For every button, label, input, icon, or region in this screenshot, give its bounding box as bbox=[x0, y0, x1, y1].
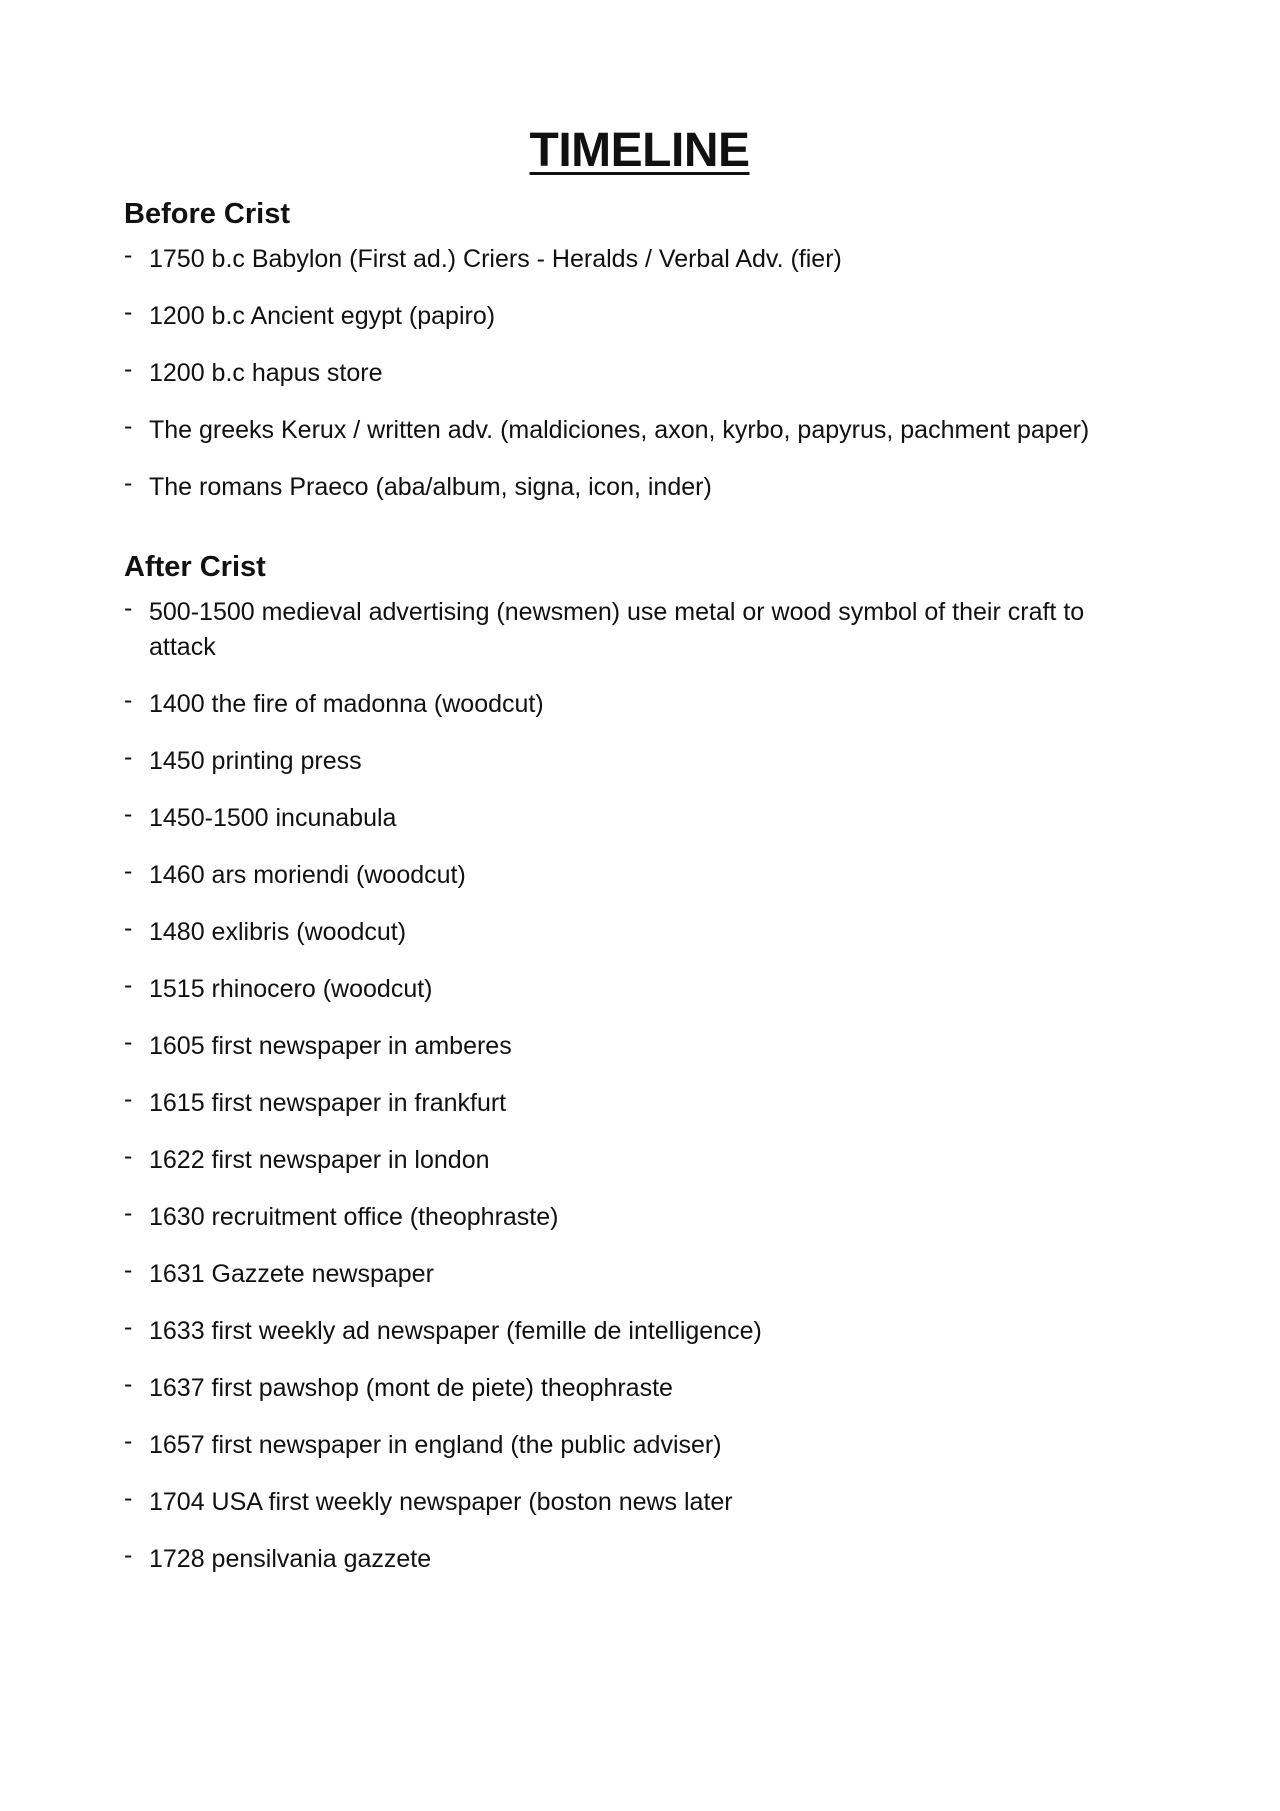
dash-bullet-icon: - bbox=[124, 1484, 133, 1512]
timeline-item bbox=[124, 972, 1155, 1007]
dash-bullet-icon: - bbox=[124, 1256, 133, 1284]
section-heading-after-crist: After Crist bbox=[124, 551, 266, 583]
dash-bullet-icon: - bbox=[124, 1427, 133, 1455]
timeline-item bbox=[124, 1029, 1155, 1064]
timeline-item bbox=[124, 1257, 1155, 1292]
dash-bullet-icon: - bbox=[124, 1313, 133, 1341]
timeline-item-text: 1750 b.c Babylon (First ad.) Criers - Heralds / Verbal Adv. (fier) bbox=[149, 245, 842, 273]
timeline-item-text: 1622 first newspaper in london bbox=[149, 1146, 490, 1174]
dash-bullet-icon: - bbox=[124, 1199, 133, 1227]
timeline-list-after-crist bbox=[124, 595, 1155, 1577]
dash-bullet-icon: - bbox=[124, 1142, 133, 1170]
timeline-item-text: 1615 first newspaper in frankfurt bbox=[149, 1089, 507, 1117]
timeline-item bbox=[124, 1086, 1155, 1121]
dash-bullet-icon: - bbox=[124, 355, 133, 383]
timeline-item bbox=[124, 470, 1155, 505]
dash-bullet-icon: - bbox=[124, 298, 133, 326]
timeline-item bbox=[124, 1485, 1155, 1520]
section-heading-before-crist: Before Crist bbox=[124, 198, 290, 230]
timeline-item-text: 1480 exlibris (woodcut) bbox=[149, 918, 407, 946]
timeline-item-text: The romans Praeco (aba/album, signa, icon, inder) bbox=[149, 473, 712, 501]
timeline-item-text: 500-1500 medieval advertising (newsmen) use metal or wood symbol of their craft to attack bbox=[149, 598, 1085, 661]
timeline-item bbox=[124, 801, 1155, 836]
timeline-item-text: 1200 b.c Ancient egypt (papiro) bbox=[149, 302, 496, 330]
timeline-item-text: 1637 first pawshop (mont de piete) theophraste bbox=[149, 1374, 673, 1402]
dash-bullet-icon: - bbox=[124, 800, 133, 828]
timeline-item-text: 1400 the fire of madonna (woodcut) bbox=[149, 690, 544, 718]
timeline-item-text: 1633 first weekly ad newspaper (femille de intelligence) bbox=[149, 1317, 762, 1345]
timeline-item-text: 1630 recruitment office (theophraste) bbox=[149, 1203, 559, 1231]
timeline-item bbox=[124, 1428, 1155, 1463]
timeline-item-text: 1728 pensilvania gazzete bbox=[149, 1545, 432, 1573]
timeline-item-text: 1450-1500 incunabula bbox=[149, 804, 397, 832]
timeline-list-before-crist bbox=[124, 242, 1155, 505]
timeline-item-text: 1657 first newspaper in england (the public adviser) bbox=[149, 1431, 722, 1459]
dash-bullet-icon: - bbox=[124, 1028, 133, 1056]
timeline-item-text: 1200 b.c hapus store bbox=[149, 359, 383, 387]
timeline-item bbox=[124, 1314, 1155, 1349]
timeline-item bbox=[124, 299, 1155, 334]
dash-bullet-icon: - bbox=[124, 914, 133, 942]
timeline-item bbox=[124, 356, 1155, 391]
dash-bullet-icon: - bbox=[124, 971, 133, 999]
timeline-item bbox=[124, 1542, 1155, 1577]
timeline-item bbox=[124, 1371, 1155, 1406]
timeline-item bbox=[124, 687, 1155, 722]
dash-bullet-icon: - bbox=[124, 1541, 133, 1569]
dash-bullet-icon: - bbox=[124, 857, 133, 885]
timeline-item-text: 1515 rhinocero (woodcut) bbox=[149, 975, 433, 1003]
dash-bullet-icon: - bbox=[124, 594, 133, 622]
page-title bbox=[124, 0, 1155, 180]
timeline-item bbox=[124, 915, 1155, 950]
timeline-item-text: 1704 USA first weekly newspaper (boston news later bbox=[149, 1488, 733, 1516]
timeline-item bbox=[124, 413, 1155, 448]
timeline-item bbox=[124, 242, 1155, 277]
dash-bullet-icon: - bbox=[124, 412, 133, 440]
timeline-item bbox=[124, 1200, 1155, 1235]
page-title-text: TIMELINE bbox=[529, 124, 750, 177]
timeline-item-text: 1631 Gazzete newspaper bbox=[149, 1260, 434, 1288]
timeline-item bbox=[124, 595, 1155, 665]
timeline-item-text: 1605 first newspaper in amberes bbox=[149, 1032, 512, 1060]
dash-bullet-icon: - bbox=[124, 241, 133, 269]
dash-bullet-icon: - bbox=[124, 743, 133, 771]
timeline-item-text: The greeks Kerux / written adv. (maldiciones, axon, kyrbo, papyrus, pachment paper) bbox=[149, 416, 1090, 444]
dash-bullet-icon: - bbox=[124, 686, 133, 714]
dash-bullet-icon: - bbox=[124, 469, 133, 497]
timeline-item bbox=[124, 858, 1155, 893]
timeline-item bbox=[124, 744, 1155, 779]
timeline-item-text: 1450 printing press bbox=[149, 747, 362, 775]
timeline-item-text: 1460 ars moriendi (woodcut) bbox=[149, 861, 466, 889]
dash-bullet-icon: - bbox=[124, 1085, 133, 1113]
timeline-item bbox=[124, 1143, 1155, 1178]
dash-bullet-icon: - bbox=[124, 1370, 133, 1398]
